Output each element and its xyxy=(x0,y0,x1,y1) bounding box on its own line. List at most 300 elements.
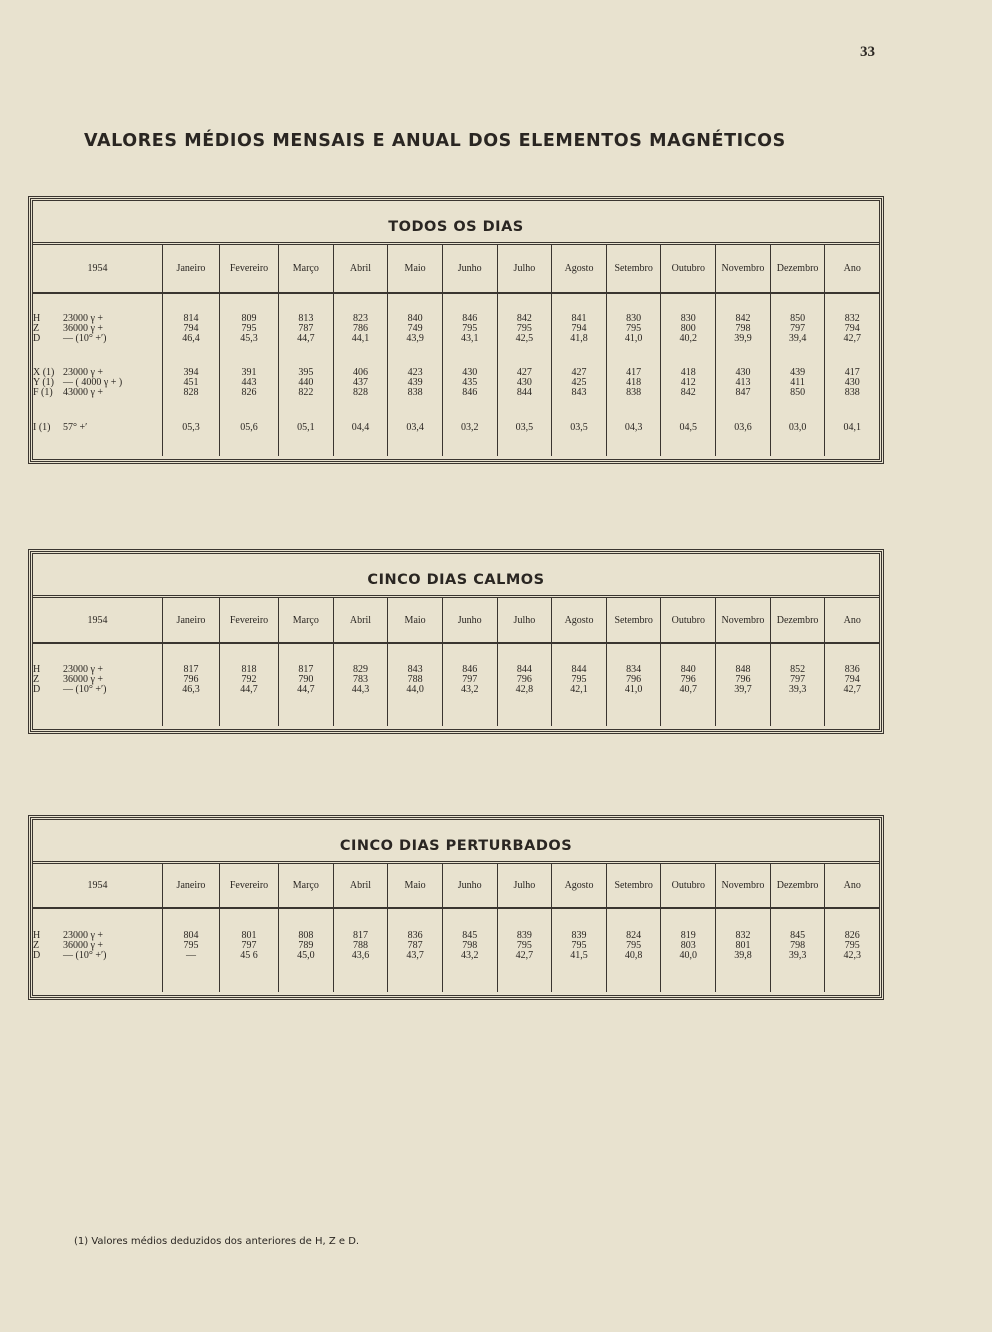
value-group xyxy=(163,423,219,433)
header-5: Junho xyxy=(443,598,498,642)
value: 45,0 xyxy=(297,950,315,961)
table-title: CINCO DIAS CALMOS xyxy=(33,554,879,598)
value: 843 xyxy=(407,664,423,675)
value: 796 xyxy=(183,674,199,685)
page-number: 33 xyxy=(860,44,875,60)
value: 44,7 xyxy=(297,684,315,695)
value: 822 xyxy=(298,387,314,398)
value: 39,8 xyxy=(734,950,752,961)
value: 418 xyxy=(680,367,696,378)
label-group xyxy=(33,314,162,344)
value-cell xyxy=(220,294,279,456)
value: 787 xyxy=(407,940,423,951)
value-cell xyxy=(443,294,498,456)
value: 04,5 xyxy=(679,422,698,433)
value: 46,4 xyxy=(182,333,200,344)
value-group xyxy=(443,665,497,695)
value: 423 xyxy=(407,367,423,378)
value: 794 xyxy=(183,323,199,334)
footnote: (1) Valores médios deduzidos dos anteriores de H, Z e D. xyxy=(74,1236,360,1247)
element-code: H xyxy=(33,930,41,941)
value-cell xyxy=(771,909,826,992)
value: 794 xyxy=(571,323,587,334)
value: 430 xyxy=(462,367,478,378)
label-line xyxy=(33,951,162,961)
value: 417 xyxy=(626,367,642,378)
value: 43,7 xyxy=(406,950,424,961)
value-group xyxy=(220,314,278,344)
header-10: Novembro xyxy=(716,245,771,292)
value: 40,2 xyxy=(679,333,698,344)
value: 427 xyxy=(571,367,587,378)
value-group xyxy=(220,931,278,961)
value: 794 xyxy=(844,323,860,334)
value: 435 xyxy=(462,377,478,388)
value: 41,5 xyxy=(570,950,588,961)
value: 790 xyxy=(298,674,314,685)
value-group xyxy=(771,423,825,433)
value-cell xyxy=(388,294,443,456)
value: 845 xyxy=(462,930,478,941)
element-base: — (10° +′) xyxy=(63,950,107,961)
value: 795 xyxy=(844,940,860,951)
element-code: F (1) xyxy=(33,387,53,398)
header-3: Abril xyxy=(334,864,389,907)
value-group xyxy=(607,931,661,961)
header-2: Março xyxy=(279,864,334,907)
value: 795 xyxy=(241,323,257,334)
value: 817 xyxy=(183,664,199,675)
value-cell xyxy=(220,909,279,992)
table-cinco-dias-calmos xyxy=(28,549,884,734)
element-base: — (10° +′) xyxy=(63,684,107,695)
element-code: H xyxy=(33,664,41,675)
value: 842 xyxy=(680,387,696,398)
value-group xyxy=(716,931,770,961)
element-code: H xyxy=(33,313,41,324)
value: 826 xyxy=(844,930,860,941)
value-cell xyxy=(661,909,716,992)
value: 44,3 xyxy=(351,684,370,695)
value: 437 xyxy=(352,377,368,388)
value: 826 xyxy=(241,387,257,398)
header-6: Julho xyxy=(498,245,553,292)
value-group xyxy=(771,665,825,695)
value: 829 xyxy=(352,664,368,675)
value: 44,0 xyxy=(406,684,424,695)
value-group xyxy=(825,931,879,961)
value: 828 xyxy=(352,387,368,398)
value: 847 xyxy=(735,387,751,398)
value: 413 xyxy=(735,377,751,388)
value-group xyxy=(443,931,497,961)
value-group xyxy=(771,368,825,398)
value: 830 xyxy=(680,313,696,324)
value: 42,7 xyxy=(843,333,861,344)
value-cell xyxy=(388,909,443,992)
value: 795 xyxy=(516,323,532,334)
element-code: X (1) xyxy=(33,367,55,378)
value: 03,2 xyxy=(460,422,479,433)
label-line xyxy=(33,334,162,344)
value: 788 xyxy=(407,674,423,685)
table-todos-os-dias xyxy=(28,196,884,464)
element-base: — ( 4000 γ + ) xyxy=(63,377,123,388)
element-code: Z xyxy=(33,323,40,334)
value: 838 xyxy=(626,387,642,398)
value: 443 xyxy=(241,377,257,388)
value: 796 xyxy=(516,674,532,685)
value: 845 xyxy=(790,930,806,941)
value: 838 xyxy=(844,387,860,398)
value-group xyxy=(388,314,442,344)
table-frame xyxy=(32,200,880,460)
value: 40,0 xyxy=(679,950,698,961)
element-base: 36000 γ + xyxy=(63,674,104,685)
value: 05,1 xyxy=(297,422,315,433)
value-cell xyxy=(716,644,771,726)
value-group xyxy=(498,931,552,961)
value: 809 xyxy=(241,313,257,324)
value-cell xyxy=(163,644,220,726)
element-code: Z xyxy=(33,674,40,685)
value: 852 xyxy=(790,664,806,675)
value: 840 xyxy=(680,664,696,675)
value-group xyxy=(443,314,497,344)
label-line xyxy=(33,388,162,398)
value-cell xyxy=(607,644,662,726)
element-code: D xyxy=(33,950,41,961)
value: 787 xyxy=(298,323,314,334)
value-cell xyxy=(443,909,498,992)
value-group xyxy=(220,665,278,695)
value: 45,3 xyxy=(240,333,258,344)
value-cell xyxy=(661,294,716,456)
value: 830 xyxy=(626,313,642,324)
value: 44,7 xyxy=(240,684,258,695)
value: 844 xyxy=(571,664,587,675)
value-group xyxy=(334,423,388,433)
value-group xyxy=(716,423,770,433)
value-cell xyxy=(163,294,220,456)
value: 41,0 xyxy=(624,684,643,695)
header-row xyxy=(33,598,879,644)
value: 801 xyxy=(735,940,751,951)
value-cell xyxy=(498,909,553,992)
value: 798 xyxy=(790,940,806,951)
value: 03,5 xyxy=(570,422,588,433)
value: 795 xyxy=(183,940,199,951)
value: 42,3 xyxy=(843,950,861,961)
element-base: — (10° +′) xyxy=(63,333,107,344)
header-6: Julho xyxy=(498,598,553,642)
element-base: 23000 γ + xyxy=(63,930,104,941)
value: 04,1 xyxy=(843,422,861,433)
value-cell xyxy=(498,644,553,726)
value: 391 xyxy=(241,367,257,378)
value-cell xyxy=(220,644,279,726)
value-group xyxy=(661,931,715,961)
value: 796 xyxy=(680,674,696,685)
value-group xyxy=(825,423,879,433)
label-group xyxy=(33,931,162,961)
data-row xyxy=(33,294,879,456)
value: 823 xyxy=(352,313,368,324)
value-group xyxy=(771,931,825,961)
page-title: VALORES MÉDIOS MENSAIS E ANUAL DOS ELEMENTOS MAGNÉTICOS xyxy=(84,131,786,151)
value-group xyxy=(552,368,606,398)
value: 451 xyxy=(183,377,199,388)
header-year: 1954 xyxy=(33,245,163,292)
header-5: Junho xyxy=(443,864,498,907)
value-group xyxy=(825,314,879,344)
value-group xyxy=(279,368,333,398)
value: 395 xyxy=(298,367,314,378)
header-9: Outubro xyxy=(661,245,716,292)
element-base: 23000 γ + xyxy=(63,367,104,378)
value: 796 xyxy=(626,674,642,685)
label-group xyxy=(33,665,162,695)
value-group xyxy=(388,665,442,695)
header-0: Janeiro xyxy=(163,598,220,642)
value: 783 xyxy=(352,674,368,685)
value: 797 xyxy=(241,940,257,951)
value: 42,1 xyxy=(570,684,588,695)
value: 394 xyxy=(183,367,199,378)
value: 40,8 xyxy=(624,950,643,961)
data-row xyxy=(33,644,879,726)
value-cell xyxy=(279,909,334,992)
value: 41,0 xyxy=(624,333,643,344)
value-group xyxy=(163,931,219,961)
value: 430 xyxy=(735,367,751,378)
value: 439 xyxy=(407,377,423,388)
value: 46,3 xyxy=(182,684,200,695)
value-group xyxy=(498,665,552,695)
value-cell xyxy=(771,644,826,726)
value-group xyxy=(716,665,770,695)
value: 39,4 xyxy=(788,333,807,344)
table-frame xyxy=(32,819,880,996)
value: 42,8 xyxy=(515,684,534,695)
header-8: Setembro xyxy=(607,864,662,907)
value-group xyxy=(661,423,715,433)
value: 808 xyxy=(298,930,314,941)
value: 418 xyxy=(626,377,642,388)
value: 39,9 xyxy=(734,333,752,344)
value: 848 xyxy=(735,664,751,675)
row-labels xyxy=(33,909,163,992)
value: 834 xyxy=(626,664,642,675)
header-12: Ano xyxy=(843,614,861,626)
value-group xyxy=(716,368,770,398)
value-cell xyxy=(825,909,879,992)
value: 794 xyxy=(844,674,860,685)
data-row xyxy=(33,909,879,992)
value: 797 xyxy=(790,323,806,334)
value: 795 xyxy=(626,323,642,334)
element-base: 36000 γ + xyxy=(63,323,104,334)
header-12: Ano xyxy=(843,880,861,891)
value: 819 xyxy=(680,930,696,941)
value: 03,5 xyxy=(515,422,534,433)
header-11: Dezembro xyxy=(771,864,826,907)
element-code: Y (1) xyxy=(33,377,55,388)
value-group xyxy=(279,665,333,695)
value: 798 xyxy=(462,940,478,951)
header-8: Setembro xyxy=(607,598,662,642)
value: 828 xyxy=(183,387,199,398)
value: 03,0 xyxy=(788,422,807,433)
value: 796 xyxy=(735,674,751,685)
value-cell xyxy=(279,644,334,726)
value: 836 xyxy=(407,930,423,941)
header-9: Outubro xyxy=(661,864,716,907)
header-4: Maio xyxy=(388,864,443,907)
value: 839 xyxy=(571,930,587,941)
value: 411 xyxy=(790,377,805,388)
value: 813 xyxy=(298,313,314,324)
value: 40,7 xyxy=(679,684,698,695)
value-cell xyxy=(825,294,879,456)
value: 795 xyxy=(516,940,532,951)
value: 412 xyxy=(680,377,696,388)
value-cell xyxy=(334,909,389,992)
value-group xyxy=(825,368,879,398)
value-group xyxy=(334,931,388,961)
header-4: Maio xyxy=(388,598,443,642)
value-group xyxy=(388,368,442,398)
value-group xyxy=(771,314,825,344)
value: 03,4 xyxy=(406,422,424,433)
header-8: Setembro xyxy=(607,245,662,292)
label-line xyxy=(33,685,162,695)
value: 43,2 xyxy=(460,684,479,695)
value-group xyxy=(552,665,606,695)
value: 850 xyxy=(790,387,806,398)
value-group xyxy=(552,314,606,344)
value-group xyxy=(279,931,333,961)
value-group xyxy=(163,368,219,398)
header-3: Abril xyxy=(334,245,389,292)
value-group xyxy=(220,368,278,398)
header-row xyxy=(33,864,879,909)
value-group xyxy=(498,423,552,433)
value-cell xyxy=(443,644,498,726)
header-row xyxy=(33,245,879,294)
value-cell xyxy=(552,909,607,992)
value: 817 xyxy=(298,664,314,675)
value: 792 xyxy=(241,674,257,685)
table-title: CINCO DIAS PERTURBADOS xyxy=(33,820,879,864)
value-group xyxy=(334,368,388,398)
value-cell xyxy=(279,294,334,456)
value: 839 xyxy=(516,930,532,941)
label-line xyxy=(33,423,162,433)
value: 42,7 xyxy=(515,950,534,961)
value: 836 xyxy=(844,664,860,675)
value: 840 xyxy=(407,313,423,324)
value: 824 xyxy=(626,930,642,941)
value: 798 xyxy=(735,323,751,334)
value: 39,3 xyxy=(788,684,807,695)
value-cell xyxy=(498,294,553,456)
value: 846 xyxy=(462,664,478,675)
value: 844 xyxy=(516,387,532,398)
value: 801 xyxy=(241,930,257,941)
element-base: 57° +′ xyxy=(63,422,88,433)
value-cell xyxy=(334,644,389,726)
table-title: TODOS OS DIAS xyxy=(33,201,879,245)
header-4: Maio xyxy=(388,245,443,292)
value: 788 xyxy=(352,940,368,951)
value-group xyxy=(163,314,219,344)
value-cell xyxy=(716,294,771,456)
value: 844 xyxy=(516,664,532,675)
header-year: 1954 xyxy=(33,598,163,642)
value: 45 6 xyxy=(240,950,258,961)
value-group xyxy=(388,423,442,433)
table-cinco-dias-perturbados xyxy=(28,815,884,1000)
header-11: Dezembro xyxy=(771,598,826,642)
value: 440 xyxy=(298,377,314,388)
element-base: 43000 γ + xyxy=(63,387,104,398)
value: 439 xyxy=(790,367,806,378)
value: 804 xyxy=(183,930,199,941)
header-0: Janeiro xyxy=(163,864,220,907)
value: 05,3 xyxy=(182,422,200,433)
element-code: D xyxy=(33,684,41,695)
value: — xyxy=(186,950,196,961)
row-labels xyxy=(33,644,163,726)
header-11: Dezembro xyxy=(771,245,826,292)
value: 425 xyxy=(571,377,587,388)
value-group xyxy=(716,314,770,344)
value-group xyxy=(334,314,388,344)
value-group xyxy=(498,368,552,398)
header-5: Junho xyxy=(443,245,498,292)
value-group xyxy=(607,665,661,695)
value: 430 xyxy=(516,377,532,388)
value-group xyxy=(661,665,715,695)
value: 04,4 xyxy=(351,422,370,433)
header-10: Novembro xyxy=(716,598,771,642)
value-cell xyxy=(825,644,879,726)
value: 795 xyxy=(571,940,587,951)
value: 800 xyxy=(680,323,696,334)
value: 427 xyxy=(516,367,532,378)
header-12: Ano xyxy=(843,263,861,274)
value-group xyxy=(552,423,606,433)
value-group xyxy=(163,665,219,695)
header-7: Agosto xyxy=(552,245,607,292)
row-labels xyxy=(33,294,163,456)
label-group xyxy=(33,368,162,398)
value: 818 xyxy=(241,664,257,675)
header-0: Janeiro xyxy=(163,245,220,292)
value-cell xyxy=(552,294,607,456)
element-base: 36000 γ + xyxy=(63,940,104,951)
value: 832 xyxy=(735,930,751,941)
value-group xyxy=(552,931,606,961)
table-frame xyxy=(32,553,880,730)
value: 39,3 xyxy=(788,950,807,961)
header-2: Março xyxy=(279,245,334,292)
value: 43,1 xyxy=(460,333,479,344)
header-2: Março xyxy=(279,598,334,642)
header-7: Agosto xyxy=(552,598,607,642)
value: 44,7 xyxy=(297,333,315,344)
